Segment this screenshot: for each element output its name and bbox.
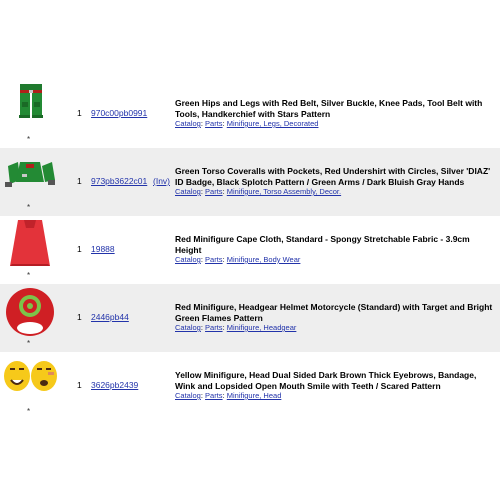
crumb-category[interactable]: Minifigure, Headgear xyxy=(226,323,297,332)
list-item xyxy=(0,284,500,352)
crumb-parts[interactable]: Parts xyxy=(205,187,223,196)
breadcrumb: Catalog: Parts: Minifigure, Torso Assembly, Decor. xyxy=(175,187,342,196)
list-item xyxy=(0,216,500,284)
item-title: Red Minifigure Cape Cloth, Standard - Spongy Stretchable Fabric - 3.9cm Height xyxy=(175,234,470,255)
star-marker: * xyxy=(27,407,31,416)
crumb-category[interactable]: Minifigure, Torso Assembly, Decor. xyxy=(226,187,342,196)
breadcrumb: Catalog: Parts: Minifigure, Legs, Decorated xyxy=(175,119,319,128)
item-description xyxy=(175,302,493,333)
crumb-parts[interactable]: Parts xyxy=(205,323,223,332)
crumb-category[interactable]: Minifigure, Body Wear xyxy=(226,255,301,264)
quantity: 1 xyxy=(77,312,82,322)
breadcrumb: Catalog: Parts: Minifigure, Headgear xyxy=(175,323,297,332)
list-item xyxy=(0,80,500,148)
green-torso-icon[interactable] xyxy=(0,148,60,208)
red-cape-icon[interactable] xyxy=(0,216,60,276)
item-title: Green Torso Coveralls with Pockets, Red Undershirt with Circles, Silver 'DIAZ' ID Badge, Black Splotch Pattern / Green Arms / Dark Bluish Gray Hands xyxy=(175,166,491,187)
green-legs-icon[interactable] xyxy=(0,80,60,140)
crumb-parts[interactable]: Parts xyxy=(205,255,223,264)
item-number-link[interactable]: 970c00pb0991 xyxy=(91,108,148,118)
item-description xyxy=(175,234,493,265)
crumb-catalog[interactable]: Catalog xyxy=(175,255,201,264)
list-item xyxy=(0,148,500,216)
quantity: 1 xyxy=(77,380,82,390)
crumb-parts[interactable]: Parts xyxy=(205,391,223,400)
star-marker: * xyxy=(27,203,31,212)
item-number-link[interactable]: 19888 xyxy=(91,244,115,254)
breadcrumb: Catalog: Parts: Minifigure, Body Wear xyxy=(175,255,301,264)
red-helmet-icon[interactable] xyxy=(0,284,60,344)
item-title: Green Hips and Legs with Red Belt, Silver Buckle, Knee Pads, Tool Belt with Tools, Handkerchief with Stars Pattern xyxy=(175,98,483,119)
quantity: 1 xyxy=(77,244,82,254)
breadcrumb: Catalog: Parts: Minifigure, Head xyxy=(175,391,282,400)
crumb-catalog[interactable]: Catalog xyxy=(175,391,201,400)
star-marker: * xyxy=(27,339,31,348)
inventory-link[interactable]: (Inv) xyxy=(153,176,170,186)
crumb-catalog[interactable]: Catalog xyxy=(175,119,201,128)
list-item xyxy=(0,352,500,420)
item-description xyxy=(175,370,493,401)
item-title: Yellow Minifigure, Head Dual Sided Dark Brown Thick Eyebrows, Bandage, Wink and Lopsided Open Mouth Smile with Teeth / Scared Pattern xyxy=(175,370,477,391)
item-title: Red Minifigure, Headgear Helmet Motorcycle (Standard) with Target and Bright Green Flames Pattern xyxy=(175,302,493,323)
item-number-link[interactable]: 973pb3622c01 xyxy=(91,176,148,186)
item-description xyxy=(175,98,493,129)
item-description xyxy=(175,166,493,197)
crumb-parts[interactable]: Parts xyxy=(205,119,223,128)
crumb-catalog[interactable]: Catalog xyxy=(175,187,201,196)
crumb-category[interactable]: Minifigure, Legs, Decorated xyxy=(226,119,319,128)
crumb-catalog[interactable]: Catalog xyxy=(175,323,201,332)
star-marker: * xyxy=(27,135,31,144)
yellow-head-icon[interactable] xyxy=(0,352,60,412)
quantity: 1 xyxy=(77,176,82,186)
item-number-link[interactable]: 3626pb2439 xyxy=(91,380,139,390)
star-marker: * xyxy=(27,271,31,280)
crumb-category[interactable]: Minifigure, Head xyxy=(226,391,282,400)
item-number-link[interactable]: 2446pb44 xyxy=(91,312,129,322)
quantity: 1 xyxy=(77,108,82,118)
